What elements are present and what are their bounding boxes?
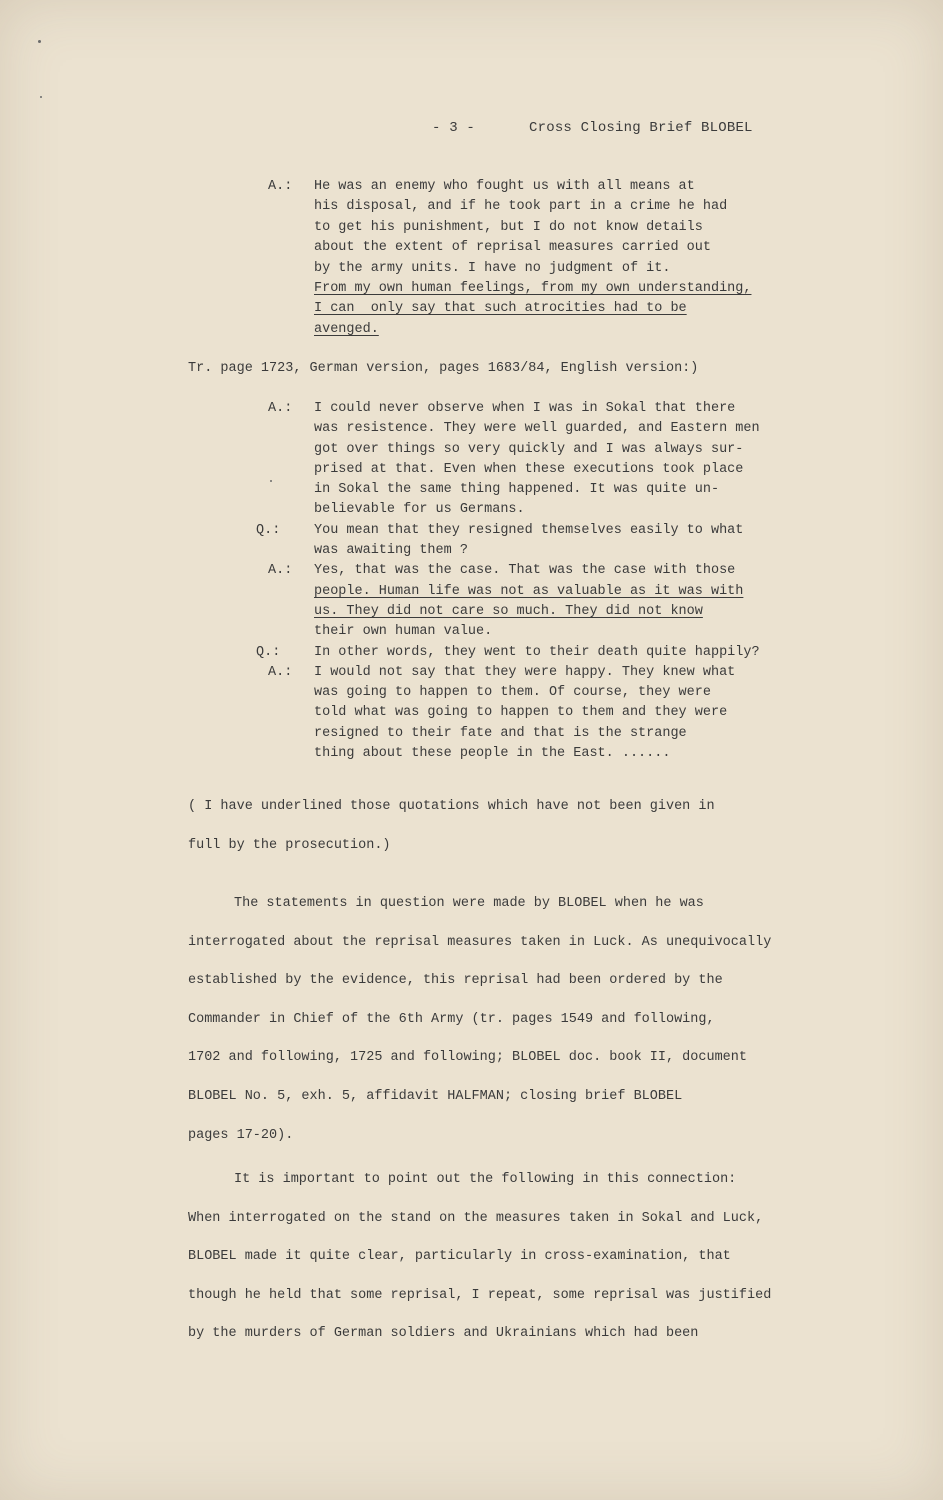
- paper-speck: [40, 96, 42, 98]
- text-line: He was an enemy who fought us with all means at: [314, 179, 695, 194]
- text-line: by the murders of German soldiers and Ukrainians which had been: [188, 1326, 699, 1342]
- text-line: about the extent of reprisal measures carried out: [314, 240, 711, 256]
- text-line: When interrogated on the stand on the measures taken in Sokal and Luck,: [188, 1210, 764, 1226]
- qa-entry: [256, 643, 760, 663]
- speaker-label: Q.:: [256, 644, 281, 660]
- qa-entry: [268, 399, 760, 521]
- answer-text: [314, 177, 751, 340]
- qa-entry: [268, 177, 751, 340]
- text-line: told what was going to happen to them and they were: [314, 705, 728, 721]
- text-line: got over things so very quickly and I was always sur-: [314, 441, 744, 457]
- speaker-label: Q.:: [256, 522, 281, 538]
- text-line: was resistence. They were well guarded, and Eastern men: [314, 421, 760, 437]
- answer-text: [314, 399, 760, 521]
- text-line: ( I have underlined those quotations which have not been given in: [188, 799, 715, 814]
- text-line: resigned to their fate and that is the strange: [314, 725, 687, 741]
- testimony-block-1: [268, 177, 751, 340]
- text-line: In other words, they went to their death quite happily?: [314, 644, 760, 660]
- speaker-label: A.:: [268, 563, 293, 579]
- question-text: [314, 643, 760, 663]
- text-line: their own human value.: [314, 624, 493, 640]
- text-line: BLOBEL No. 5, exh. 5, affidavit HALFMAN; closing brief BLOBEL: [188, 1088, 683, 1104]
- text-line: Commander in Chief of the 6th Army (tr. pages 1549 and following,: [188, 1011, 715, 1027]
- body-paragraph-1: [188, 885, 771, 1155]
- text-line: established by the evidence, this reprisal had been ordered by the: [188, 973, 723, 989]
- testimony-block-2: [256, 399, 760, 764]
- text-line: I would not say that they were happy. They knew what: [314, 664, 736, 680]
- underlined-line: From my own human feelings, from my own understanding,: [314, 281, 752, 297]
- page-header: [432, 120, 753, 136]
- text-line: to get his punishment, but I do not know details: [314, 219, 703, 235]
- speaker-label: A.:: [268, 664, 293, 680]
- text-line: You mean that they resigned themselves easily to what: [314, 522, 744, 538]
- question-text: [314, 521, 743, 562]
- text-line: was going to happen to them. Of course, they were: [314, 685, 711, 701]
- paper-speck: [270, 480, 272, 482]
- document-title: Cross Closing Brief BLOBEL: [529, 120, 753, 136]
- body-paragraph-2: [188, 1161, 771, 1354]
- text-line: though he held that some reprisal, I repeat, some reprisal was justified: [188, 1287, 772, 1303]
- text-line: prised at that. Even when these executions took place: [314, 461, 744, 477]
- underlined-line: I can only say that such atrocities had to be: [314, 301, 687, 317]
- text-line: pages 17-20).: [188, 1127, 294, 1143]
- underlined-line: us. They did not care so much. They did not know: [314, 603, 703, 619]
- text-line: thing about these people in the East. ......: [314, 746, 671, 762]
- qa-entry: [256, 521, 760, 562]
- underlined-line: people. Human life was not as valuable as it was with: [314, 583, 744, 599]
- underline-note: [188, 788, 715, 865]
- text-line: The statements in question were made by BLOBEL when he was: [234, 896, 704, 911]
- answer-text: [314, 663, 735, 764]
- transcript-citation: Tr. page 1723, German version, pages 1683/84, English version:): [188, 361, 699, 376]
- underlined-line: avenged.: [314, 321, 379, 337]
- text-line: I could never observe when I was in Sokal that there: [314, 401, 736, 416]
- text-line: Yes, that was the case. That was the case with those: [314, 563, 736, 579]
- page-number: - 3 -: [432, 120, 476, 136]
- text-line: believable for us Germans.: [314, 502, 525, 518]
- text-line: BLOBEL made it quite clear, particularly in cross-examination, that: [188, 1249, 731, 1265]
- answer-text: [314, 561, 743, 642]
- qa-entry: [268, 561, 760, 642]
- text-line: his disposal, and if he took part in a crime he had: [314, 199, 728, 215]
- text-line: interrogated about the reprisal measures taken in Luck. As unequivocally: [188, 934, 772, 950]
- qa-entry: [268, 663, 760, 764]
- text-line: 1702 and following, 1725 and following; BLOBEL doc. book II, document: [188, 1050, 747, 1066]
- text-line: full by the prosecution.): [188, 837, 391, 853]
- text-line: by the army units. I have no judgment of it.: [314, 260, 671, 276]
- text-line: was awaiting them ?: [314, 543, 468, 559]
- text-line: in Sokal the same thing happened. It was quite un-: [314, 482, 720, 498]
- speaker-label: A.:: [268, 179, 293, 194]
- text-line: It is important to point out the following in this connection:: [234, 1172, 737, 1187]
- speaker-label: A.:: [268, 401, 293, 416]
- paper-speck: [38, 40, 41, 43]
